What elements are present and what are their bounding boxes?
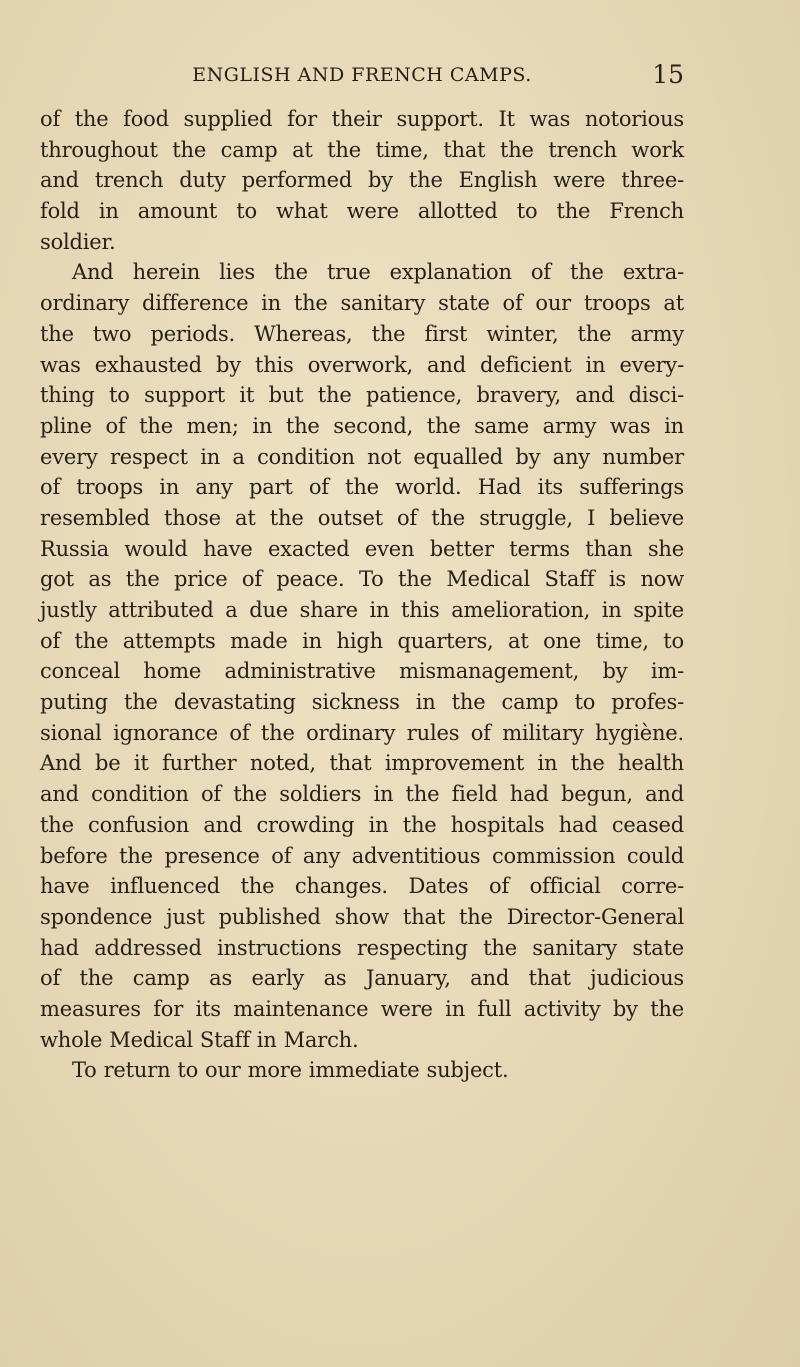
text-line: every respect in a condition not equalled by any number — [40, 444, 684, 469]
text-line: have influenced the changes. Dates of official corre- — [40, 874, 684, 899]
text-line: throughout the camp at the time, that the trench work — [40, 137, 684, 162]
text-line: pline of the men; in the second, the same army was in — [40, 413, 684, 438]
text-line: of troops in any part of the world. Had its sufferings — [40, 475, 684, 500]
paragraph-start-line: And herein lies the true explanation of the extra- — [72, 260, 684, 285]
text-line: And be it further noted, that improvement in the health — [40, 751, 684, 776]
text-line: and condition of the soldiers in the field had begun, and — [40, 782, 684, 807]
text-line: measures for its maintenance were in full activity by the — [40, 996, 684, 1021]
text-line: and trench duty performed by the English were three- — [40, 168, 684, 193]
text-line: was exhausted by this overwork, and deficient in every- — [40, 352, 684, 377]
page-number: 15 — [652, 60, 684, 89]
text-line: the two periods. Whereas, the first winter, the army — [40, 321, 684, 346]
paragraph-start-line: To return to our more immediate subject. — [72, 1058, 509, 1083]
text-line: before the presence of any adventitious commission could — [40, 843, 684, 868]
text-line: spondence just published show that the Director-General — [40, 904, 684, 929]
running-title: ENGLISH AND FRENCH CAMPS. — [192, 64, 532, 86]
text-line: conceal home administrative mismanagement, by im- — [40, 659, 684, 684]
text-line: got as the price of peace. To the Medical Staff is now — [40, 567, 684, 592]
text-line: of the attempts made in high quarters, at one time, to — [40, 628, 684, 653]
text-line: had addressed instructions respecting the sanitary state — [40, 935, 684, 960]
text-line: Russia would have exacted even better terms than she — [40, 536, 684, 561]
body-text — [40, 104, 684, 1086]
text-line: whole Medical Staff in March. — [40, 1027, 359, 1052]
text-line: of the camp as early as January, and that judicious — [40, 966, 684, 991]
text-line: sional ignorance of the ordinary rules of military hygiène. — [40, 720, 684, 745]
text-line: ordinary difference in the sanitary state of our troops at — [40, 291, 684, 316]
text-line: soldier. — [40, 229, 116, 254]
text-line: the confusion and crowding in the hospitals had ceased — [40, 812, 684, 837]
text-line: puting the devastating sickness in the camp to profes- — [40, 690, 684, 715]
page-header — [40, 60, 684, 92]
text-line: thing to support it but the patience, bravery, and disci- — [40, 383, 684, 408]
text-line: resembled those at the outset of the struggle, I believe — [40, 505, 684, 530]
text-line: fold in amount to what were allotted to the French — [40, 199, 684, 224]
text-line: justly attributed a due share in this amelioration, in spite — [40, 598, 684, 622]
text-line: of the food supplied for their support. It was notorious — [40, 107, 684, 131]
